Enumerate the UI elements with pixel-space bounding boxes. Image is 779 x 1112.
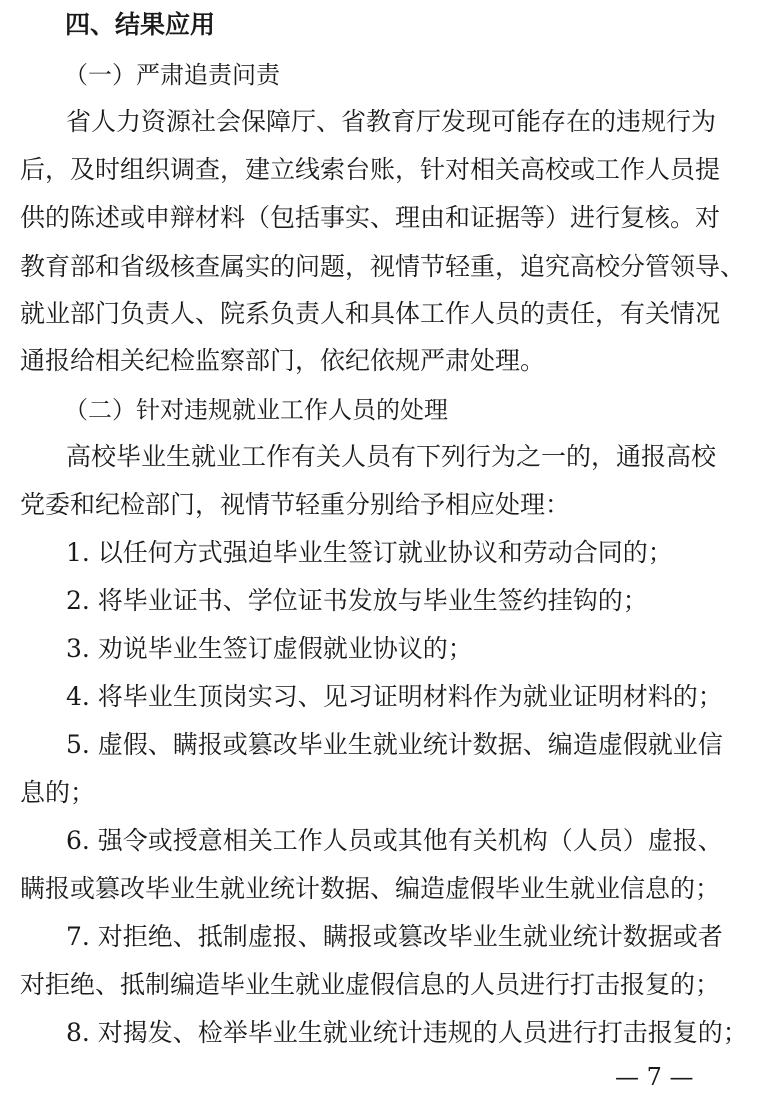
list-item: 4. 将毕业生顶岗实习、见习证明材料作为就业证明材料的；	[66, 682, 723, 711]
section-title: 四、结果应用	[65, 10, 216, 39]
paragraph-line: 高校毕业生就业工作有关人员有下列行为之一的，通报高校	[66, 442, 717, 471]
list-item-continuation: 瞒报或篡改毕业生就业统计数据、编造虚假毕业生就业信息的；	[20, 874, 721, 903]
paragraph-line: 通报给相关纪检监察部门，依纪依规严肃处理。	[20, 346, 546, 375]
list-item: 6. 强令或授意相关工作人员或其他有关机构（人员）虚报、	[66, 826, 723, 855]
list-item: 7. 对拒绝、抵制虚报、瞒报或篡改毕业生就业统计数据或者	[66, 922, 723, 951]
list-item: 8. 对揭发、检举毕业生就业统计违规的人员进行打击报复的；	[66, 1018, 748, 1047]
list-item-continuation: 息的；	[20, 778, 96, 807]
paragraph-line: 教育部和省级核查属实的问题，视情节轻重，追究高校分管领导、	[20, 252, 746, 281]
paragraph-line: 就业部门负责人、院系负责人和具体工作人员的责任，有关情况	[20, 299, 721, 328]
list-item-continuation: 对拒绝、抵制编造毕业生就业虚假信息的人员进行打击报复的；	[20, 970, 721, 999]
subsection-title-1: （一）严肃追责问责	[64, 61, 280, 89]
paragraph-line: 供的陈述或申辩材料（包括事实、理由和证据等）进行复核。对	[20, 203, 721, 232]
paragraph-line: 省人力资源社会保障厅、省教育厅发现可能存在的违规行为	[66, 107, 717, 136]
subsection-title-2: （二）针对违规就业工作人员的处理	[64, 396, 448, 424]
list-item: 3. 劝说毕业生签订虚假就业协议的；	[66, 634, 473, 663]
paragraph-line: 党委和纪检部门，视情节轻重分别给予相应处理：	[20, 490, 571, 519]
paragraph-line: 后，及时组织调查，建立线索台账，针对相关高校或工作人员提	[20, 155, 721, 184]
page-number: — 7 —	[615, 1063, 694, 1091]
list-item: 2. 将毕业证书、学位证书发放与毕业生签约挂钩的；	[66, 586, 648, 615]
list-item: 5. 虚假、瞒报或篡改毕业生就业统计数据、编造虚假就业信	[66, 730, 723, 759]
list-item: 1. 以任何方式强迫毕业生签订就业协议和劳动合同的；	[66, 538, 673, 567]
